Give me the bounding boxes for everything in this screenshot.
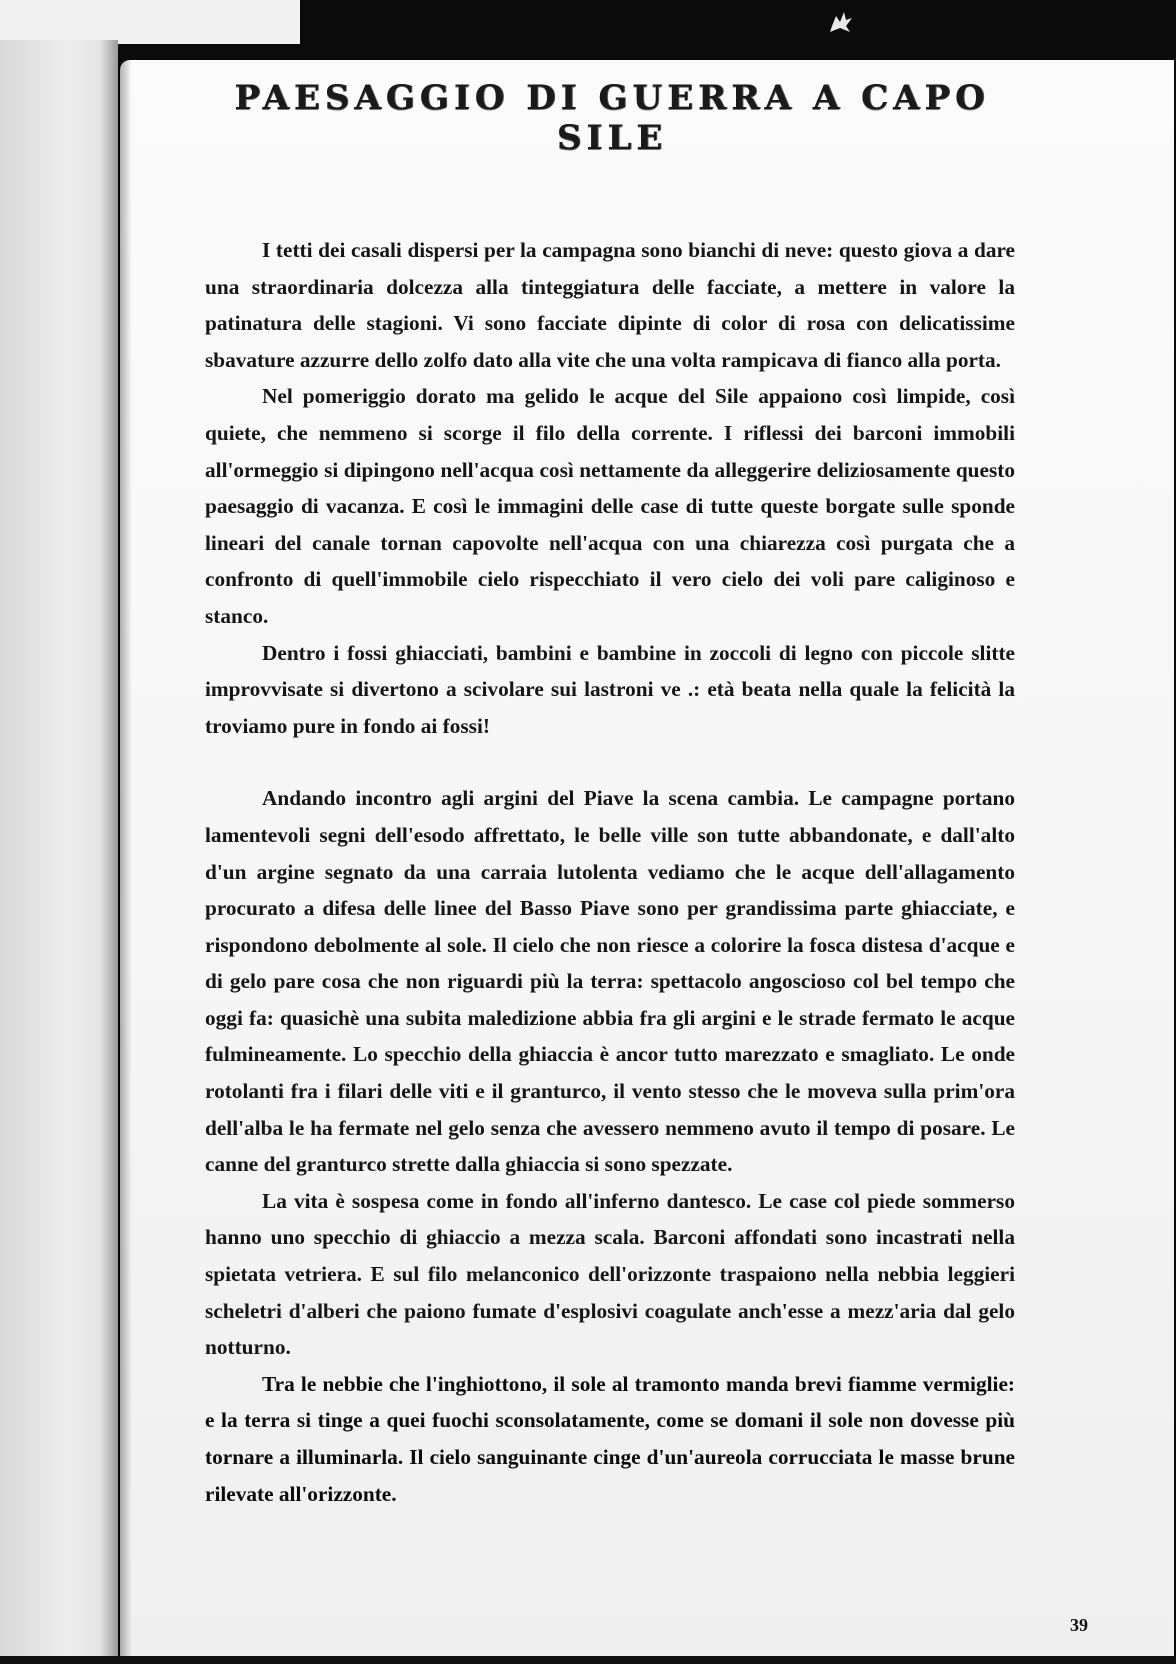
bottom-border	[0, 1656, 1176, 1664]
paragraph-1: I tetti dei casali dispersi per la campagna sono bianchi di neve: questo giova a dare una straordinaria dolcezza alla tinteggiatura delle facciate, a mettere in valore la patinatura delle stagioni. Vi sono facciate dipinte di color di rosa con delicatissime sbavature azzurre dello zolfo dato alla vite che una volta rampicava di fianco alla porta.	[205, 238, 1015, 372]
paragraph-5: La vita è sospesa come in fondo all'inferno dantesco. Le case col piede sommerso hanno uno specchio di ghiaccio a mezza scala. Barconi affondati sono incastrati nella spietata vetriera. E sul filo melanconico dell'orizzonte traspaiono nella nebbia leggieri scheletri d'alberi che paiono fumate d'esplosivi coagulate anch'esse a mezz'aria dal gelo notturno.	[205, 1188, 1015, 1360]
paragraph-6: Tra le nebbie che l'inghiottono, il sole al tramonto manda brevi fiamme vermiglie: e la terra si tinge a quei fuochi sconsolatamente, come se domani il sole non dovesse più tornare a illuminarla. Il cielo sanguinante cinge d'un'aureola corrucciata le masse brune rilevate all'orizzonte.	[205, 1371, 1015, 1506]
paragraph-3: Dentro i fossi ghiacciati, bambini e bambine in zoccoli di legno con piccole slitte improvvisate si divertono a scivolare sui lastroni ve .: età beata nella quale la felicità la troviamo pure in fondo ai fossi!	[205, 640, 1015, 738]
paragraph-2: Nel pomeriggio dorato ma gelido le acque del Sile appaiono così limpide, così quiete, che nemmeno si scorge il filo della corrente. I riflessi dei barconi immobili all'ormeggio si dipingono nell'acqua così nettamente da alleggerire deliziosamente questo paesaggio di vacanza. E così le immagini delle case di tutte queste borgate sulle sponde lineari del canale tornan capovolte nell'acqua con una chiarezza così purgata che a confronto di quell'immobile cielo rispecchiato il vero cielo dei voli pare caliginoso e stanco.	[205, 384, 1015, 628]
page-number: 39	[1070, 1615, 1088, 1635]
article-body	[205, 232, 1015, 1512]
page-gutter-shadow	[118, 60, 132, 1656]
ink-blot-icon	[826, 8, 854, 34]
page-title: PAESAGGIO DI GUERRA A CAPO SILE	[234, 78, 990, 158]
previous-page-edge-top	[0, 0, 300, 44]
previous-page-edge	[0, 40, 118, 1664]
section-spacer	[205, 744, 1015, 780]
paragraph-4: Andando incontro agli argini del Piave la scena cambia. Le campagne portano lamentevoli segni dell'esodo affrettato, le belle ville son tutte abbandonate, e dall'alto d'un argine segnato da una carraia lutolenta vediamo che le acque dell'allagamento procurato a difesa delle linee del Basso Piave sono per grandissima parte ghiacciate, e rispondono debolmente al sole. Il cielo che non riesce a colorire la fosca distesa d'acque e di gelo pare cosa che non riguardi più la terra: spettacolo angoscioso col bel tempo che oggi fa: quasichè una subita maledizione abbia fra gli argini e le strade fermato le acque fulmineamente. Lo specchio della ghiaccia è ancor tutto marezzato e smagliato. Le onde rotolanti fra i filari delle viti e il granturco, il vento stesso che le moveva sulla prim'ora dell'alba le ha fermate nel gelo senza che avessero nemmeno avuto il tempo di posare. Le canne del granturco strette dalla ghiaccia si sono spezzate.	[205, 786, 1015, 1177]
